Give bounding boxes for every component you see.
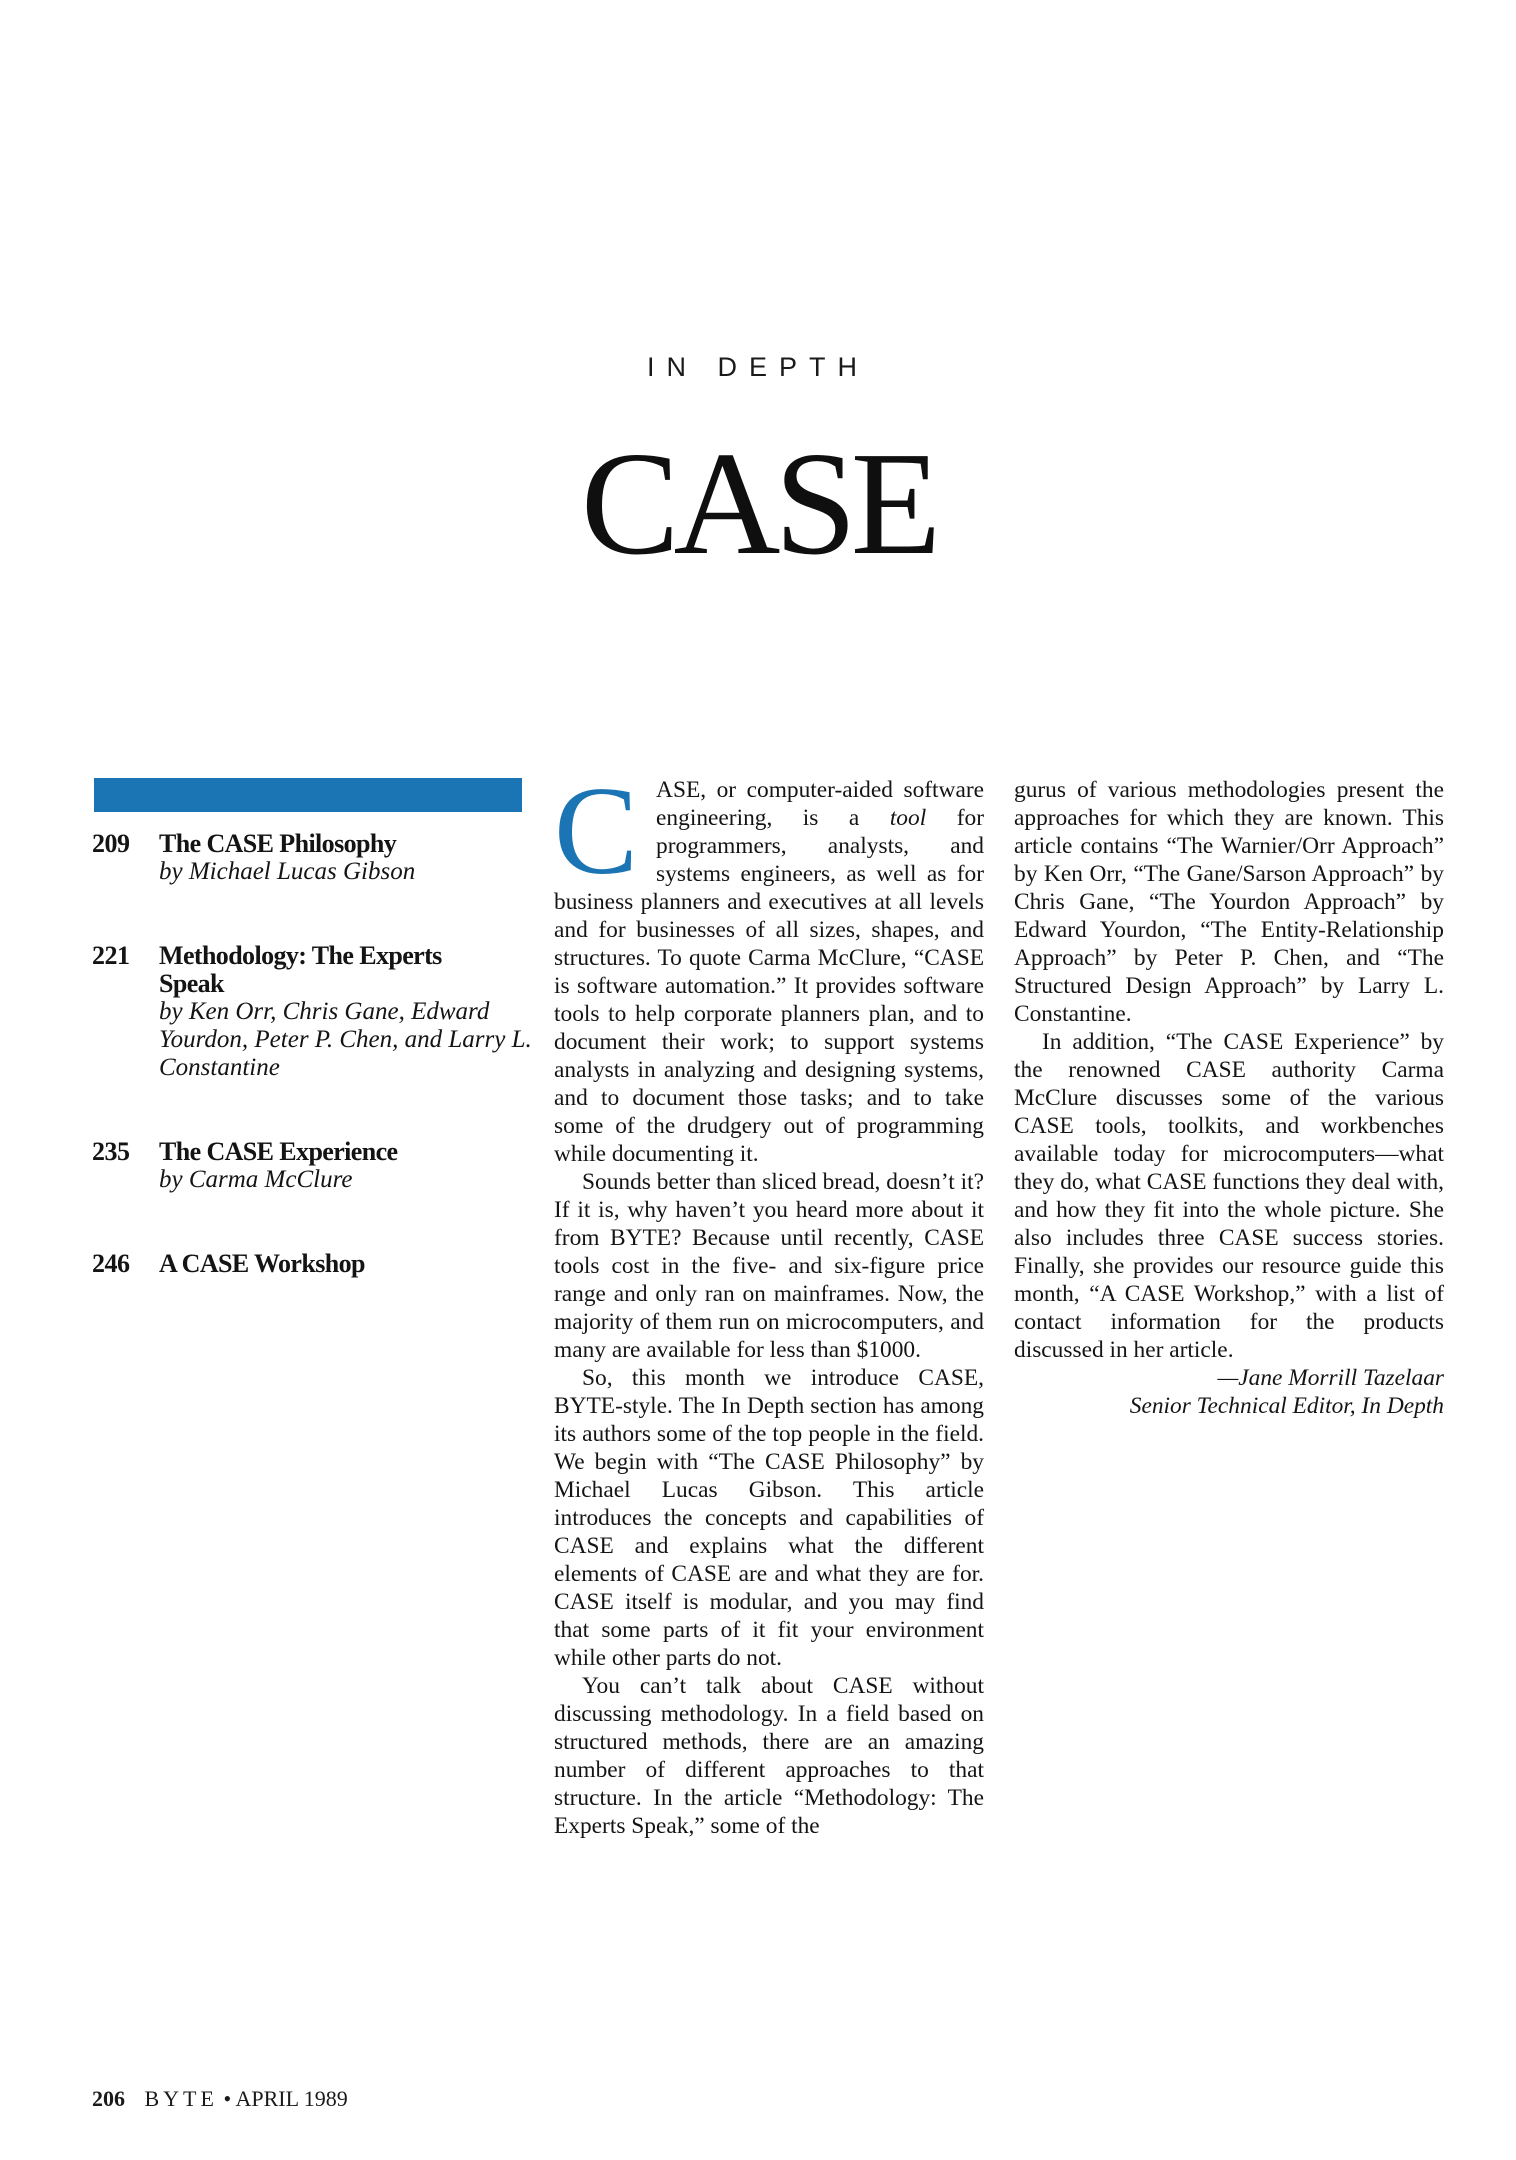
toc-title: A CASE Workshop [159, 1249, 365, 1278]
toc-entry[interactable] [92, 942, 532, 1082]
drop-cap: C [554, 762, 639, 901]
toc-entry[interactable] [92, 830, 532, 886]
toc-entry[interactable] [92, 1250, 532, 1278]
toc-byline: by Carma McClure [159, 1166, 353, 1193]
toc-byline: by Ken Orr, Chris Gane, Edward Yourdon, Peter P. Chen, and Larry L. Constantine [159, 998, 532, 1081]
footer-page-number: 206 [92, 2086, 125, 2111]
article-paragraph: You can’t talk about CASE without discussing methodology. In a field based on structured methods, there are an amazing number of different approaches to that structure. In the article “Methodology: The Experts Speak,” some of the [554, 1673, 984, 1839]
signature-title: Senior Technical Editor, In Depth [1129, 1393, 1444, 1419]
article-paragraph: So, this month we introduce CASE, BYTE-style. The In Depth section has among its authors some of the top people in the field. We begin with “The CASE Philosophy” by Michael Lucas Gibson. This article introduces the concepts and capabilities of CASE and explains what the different elements of CASE are and what they are for. CASE itself is modular, and you may find that some parts of it fit your environment while other parts do not. [554, 1365, 984, 1671]
article-paragraph: CASE, or computer-aided software engineering, is a tool for programmers, analysts, and systems engineers, as well as for business planners and executives at all levels and for businesses of all sizes, shapes, and structures. To quote Carma McClure, “CASE is software automation.” It provides software tools to help corporate planners plan, and to document their work; to support systems analysts in analyzing and designing systems, and to document those tasks; and to take some of the drudgery out of programming while documenting it. [554, 762, 984, 1167]
footer-bullet: • [223, 2086, 232, 2111]
toc-byline: by Michael Lucas Gibson [159, 858, 416, 885]
toc-title: Methodology: The Experts Speak [159, 941, 442, 998]
article-paragraph: gurus of various methodologies present the approaches for which they are known. This article contains “The Warnier/Orr Approach” by Ken Orr, “The Gane/Sarson Approach” by Chris Gane, “The Yourdon Approach” by Edward Yourdon, “The Entity-Relationship Approach” by Peter P. Chen, and “The Structured Design Approach” by Larry L. Constantine. [1014, 777, 1444, 1027]
toc-entry[interactable] [92, 1138, 532, 1194]
editor-signature [1014, 1364, 1444, 1420]
article-paragraph: In addition, “The CASE Experience” by the renowned CASE authority Carma McClure discusses some of the various CASE tools, toolkits, and workbenches available today for microcomputers—what they do, what CASE functions they deal with, and how they fit into the whole picture. She also includes three CASE success stories. Finally, she provides our resource guide this month, “A CASE Workshop,” with a list of contact information for the products discussed in her article. [1014, 1029, 1444, 1363]
signature-name: —Jane Morrill Tazelaar [1217, 1365, 1444, 1391]
article-column-2 [1014, 776, 1444, 1420]
section-label: IN DEPTH [646, 352, 869, 382]
toc-page-number: 209 [92, 829, 130, 858]
toc-page-number: 235 [92, 1137, 130, 1166]
footer-magazine-name: BYTE [144, 2086, 218, 2111]
toc-page-number: 246 [92, 1249, 130, 1278]
page-title: CASE [580, 422, 936, 586]
toc-title: The CASE Experience [159, 1137, 398, 1166]
table-of-contents [92, 830, 532, 1278]
article-paragraph: Sounds better than sliced bread, doesn’t it? If it is, why haven’t you heard more about it from BYTE? Because until recently, CASE tools cost in the five- and six-figure price range and only ran on mainframes. Now, the majority of them run on microcomputers, and many are available for less than $1000. [554, 1169, 984, 1363]
toc-color-bar [94, 778, 522, 812]
toc-title: The CASE Philosophy [159, 829, 397, 858]
page-footer [92, 2086, 348, 2112]
footer-issue-date: APRIL 1989 [235, 2086, 348, 2111]
article-column-1 [554, 762, 984, 1840]
toc-page-number: 221 [92, 941, 130, 970]
